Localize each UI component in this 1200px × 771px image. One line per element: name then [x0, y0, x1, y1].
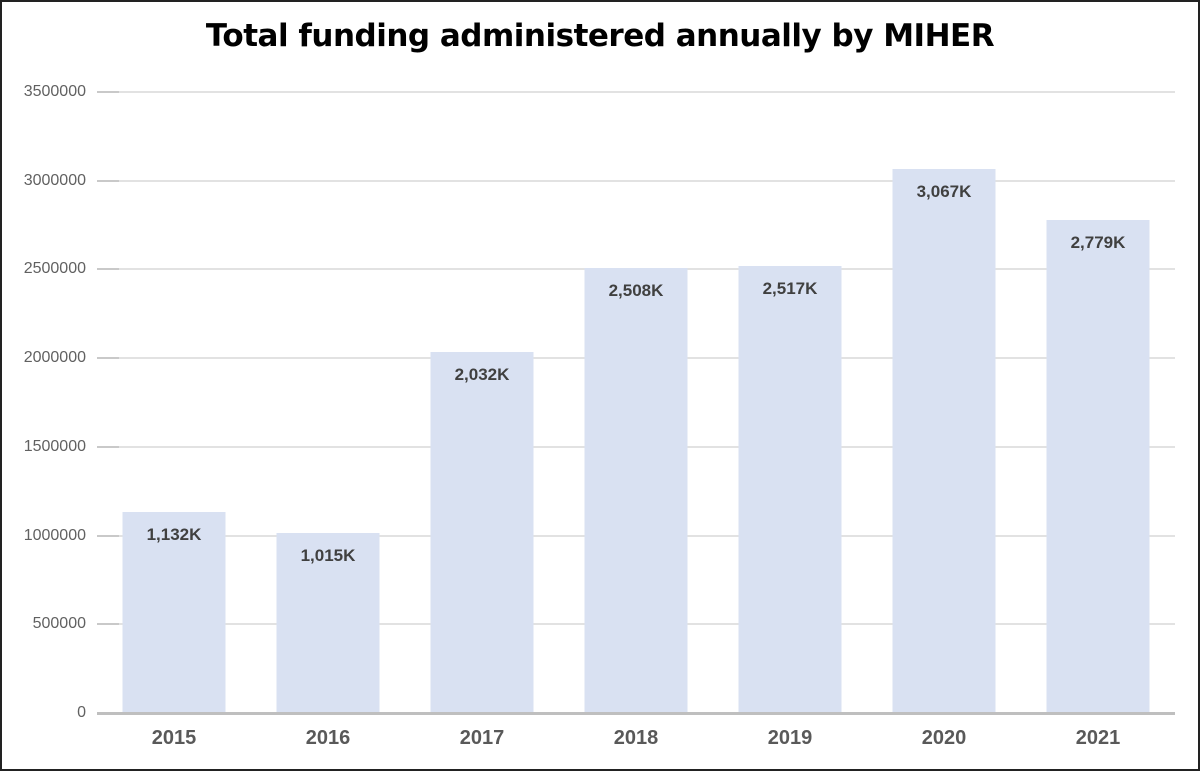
- bar-value-label: 3,067K: [916, 181, 972, 201]
- x-tick-label: 2018: [613, 727, 659, 749]
- x-tick-label: 2019: [767, 727, 813, 749]
- bar-value-label: 2,517K: [762, 279, 818, 299]
- y-tick-label: 500000: [32, 615, 86, 633]
- bar: [123, 512, 226, 713]
- bar-slot: [559, 92, 713, 749]
- y-tick-label: 2500000: [23, 260, 86, 278]
- bar-slot: [713, 92, 867, 749]
- y-tick-label: 1000000: [23, 526, 86, 544]
- x-axis-line: [97, 712, 1175, 715]
- y-axis: [2, 83, 86, 721]
- bar: [893, 169, 996, 713]
- x-tick-label: 2020: [921, 727, 967, 749]
- y-tick-label: 3500000: [23, 83, 86, 100]
- y-tick: [97, 623, 119, 625]
- bar-slot: [867, 92, 1021, 749]
- bar: [585, 268, 688, 713]
- y-tick-label: 0: [77, 704, 86, 721]
- y-tick: [97, 91, 119, 93]
- x-tick-label: 2015: [151, 727, 197, 749]
- bar-value-label: 2,779K: [1070, 232, 1126, 252]
- y-tick: [97, 446, 119, 448]
- bar-slot: [97, 92, 251, 749]
- y-tick: [97, 357, 119, 359]
- bar-value-label: 1,132K: [146, 525, 202, 545]
- y-tick-label: 1500000: [23, 437, 86, 455]
- bar: [739, 266, 842, 713]
- bar-slot: [1021, 92, 1175, 749]
- y-tick-label: 3000000: [23, 171, 86, 189]
- x-tick-label: 2016: [305, 727, 351, 749]
- bar: [277, 533, 380, 713]
- x-tick-label: 2021: [1075, 727, 1121, 749]
- y-tick-label: 2000000: [23, 349, 86, 367]
- y-tick: [97, 268, 119, 270]
- plot-area: [97, 92, 1175, 749]
- bar-value-label: 2,508K: [608, 281, 664, 301]
- y-tick: [97, 535, 119, 537]
- bar-slot: [405, 92, 559, 749]
- bar-value-label: 1,015K: [300, 545, 356, 565]
- bar: [1047, 220, 1150, 713]
- bar-slot: [251, 92, 405, 749]
- x-tick-label: 2017: [459, 727, 505, 749]
- bar-value-label: 2,032K: [454, 365, 510, 385]
- y-tick: [97, 180, 119, 182]
- bar: [431, 352, 534, 713]
- chart-title: Total funding administered annually by MIHER: [205, 18, 995, 54]
